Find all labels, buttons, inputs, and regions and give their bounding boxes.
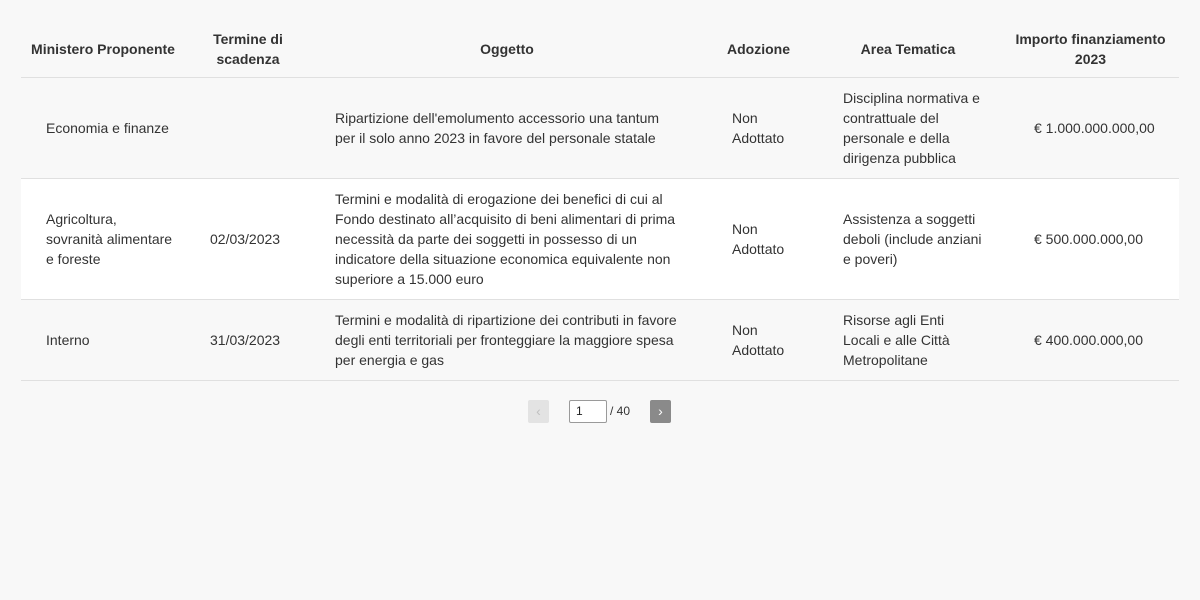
chevron-right-icon: › <box>658 403 663 419</box>
cell-oggetto: Termini e modalità di erogazione dei benefici di cui al Fondo destinato all’acquisito di beni alimentari di prima necessità da parte dei soggetti in possesso di un indicatore della situazione economica equivalente non superiore a 15.000 euro <box>311 179 703 300</box>
cell-area-tematica: Assistenza a soggetti deboli (include anziani e poveri) <box>814 179 1002 300</box>
prev-page-button[interactable] <box>528 400 549 423</box>
column-header-oggetto[interactable]: Oggetto <box>311 20 703 78</box>
cell-termine: 31/03/2023 <box>185 300 311 381</box>
pagination <box>528 399 671 423</box>
cell-importo: € 1.000.000.000,00 <box>1002 78 1179 179</box>
data-table-container <box>21 20 1179 381</box>
chevron-left-icon: ‹ <box>536 403 541 419</box>
cell-adozione: Non Adottato <box>703 179 814 300</box>
data-table <box>21 20 1179 381</box>
column-header-termine[interactable]: Termine di scadenza <box>185 20 311 78</box>
cell-ministero: Economia e finanze <box>21 78 185 179</box>
table-row <box>21 78 1179 179</box>
page-total-label: / 40 <box>610 404 631 418</box>
cell-termine <box>185 78 311 179</box>
table-row <box>21 179 1179 300</box>
cell-ministero: Interno <box>21 300 185 381</box>
column-header-ministero[interactable]: Ministero Proponente <box>21 20 185 78</box>
column-header-adozione[interactable]: Adozione <box>703 20 814 78</box>
column-header-importo[interactable]: Importo finanziamento 2023 <box>1002 20 1179 78</box>
table-row <box>21 300 1179 381</box>
cell-oggetto: Ripartizione dell'emolumento accessorio una tantum per il solo anno 2023 in favore del personale statale <box>311 78 703 179</box>
cell-importo: € 500.000.000,00 <box>1002 179 1179 300</box>
cell-termine: 02/03/2023 <box>185 179 311 300</box>
cell-importo: € 400.000.000,00 <box>1002 300 1179 381</box>
cell-area-tematica: Disciplina normativa e contrattuale del personale e della dirigenza pubblica <box>814 78 1002 179</box>
cell-ministero: Agricoltura, sovranità alimentare e foreste <box>21 179 185 300</box>
column-header-area-tematica[interactable]: Area Tematica <box>814 20 1002 78</box>
cell-adozione: Non Adottato <box>703 300 814 381</box>
next-page-button[interactable] <box>650 400 671 423</box>
cell-oggetto: Termini e modalità di ripartizione dei contributi in favore degli enti territoriali per fronteggiare la maggiore spesa per energia e gas <box>311 300 703 381</box>
table-header-row <box>21 20 1179 78</box>
cell-adozione: Non Adottato <box>703 78 814 179</box>
page-number-input[interactable] <box>569 400 607 423</box>
cell-area-tematica: Risorse agli Enti Locali e alle Città Metropolitane <box>814 300 1002 381</box>
